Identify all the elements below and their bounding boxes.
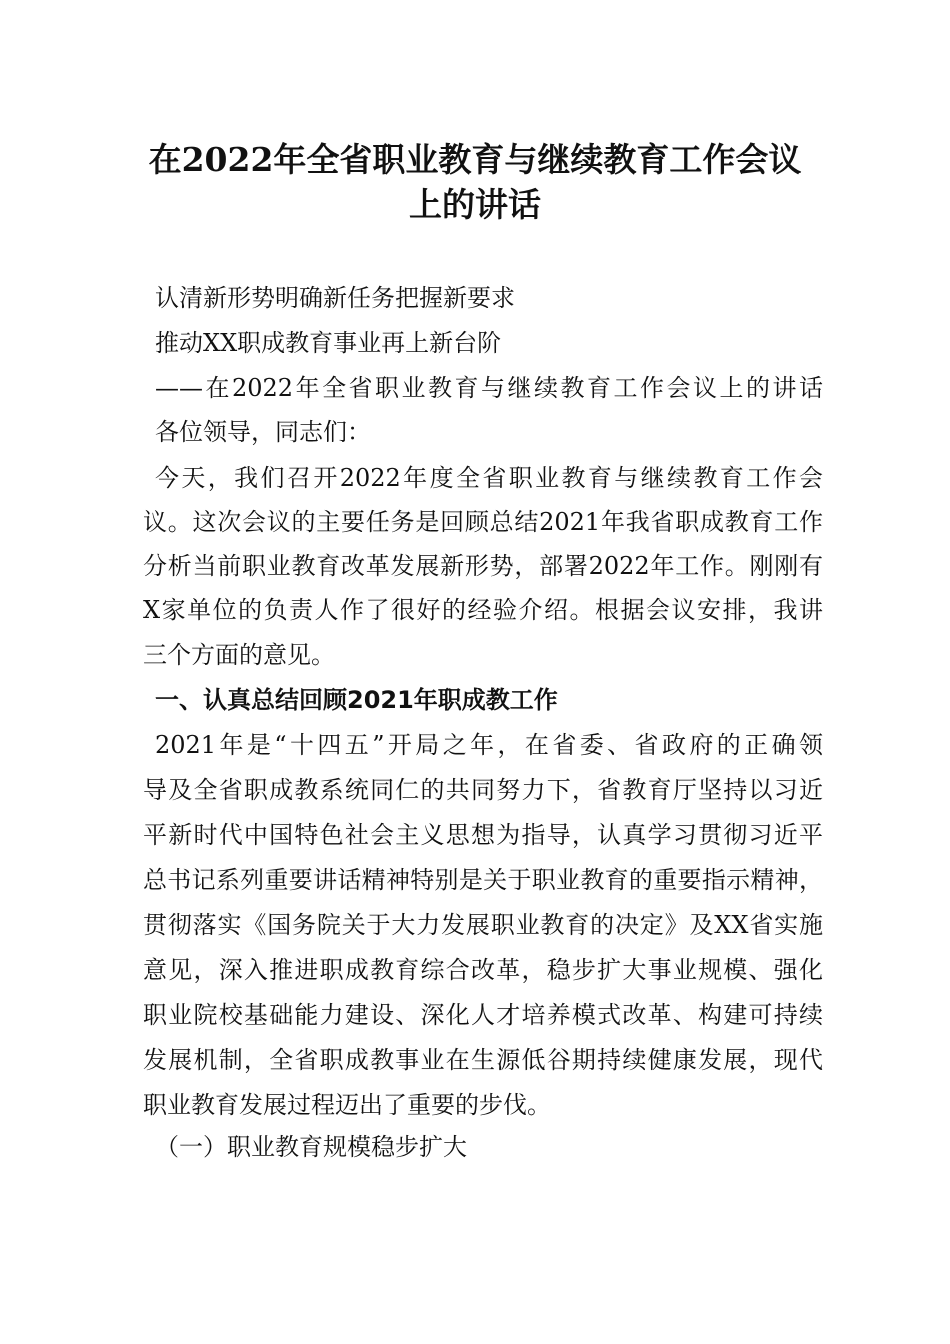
paragraph-line: 今天，我们召开2022年度全省职业教育与继续教育工作会 — [155, 464, 823, 492]
subtitle-line: ——在2022年全省职业教育与继续教育工作会议上的讲话 — [155, 374, 823, 402]
paragraph-line: 平新时代中国特色社会主义思想为指导，认真学习贯彻习近平 — [143, 821, 823, 849]
document-title-line-1: 在2022年全省职业教育与继续教育工作会议 — [148, 140, 802, 179]
subsection-heading: （一）职业教育规模稳步扩大 — [155, 1133, 467, 1161]
paragraph-line: 2021年是“十四五”开局之年，在省委、省政府的正确领 — [155, 731, 823, 759]
subtitle-line: 认清新形势明确新任务把握新要求 — [155, 284, 515, 312]
paragraph-line: 总书记系列重要讲话精神特别是关于职业教育的重要指示精神， — [143, 866, 823, 894]
paragraph-line: 导及全省职成教系统同仁的共同努力下，省教育厅坚持以习近 — [143, 776, 823, 804]
paragraph-line: 分析当前职业教育改革发展新形势，部署2022年工作。刚刚有 — [143, 552, 823, 580]
paragraph-line: 三个方面的意见。 — [143, 641, 335, 669]
paragraph-line: X家单位的负责人作了很好的经验介绍。根据会议安排，我讲 — [143, 596, 823, 624]
paragraph-line: 意见，深入推进职成教育综合改革，稳步扩大事业规模、强化 — [143, 956, 823, 984]
paragraph-line: 议。这次会议的主要任务是回顾总结2021年我省职成教育工作 — [143, 508, 823, 536]
paragraph-line: 职业教育发展过程迈出了重要的步伐。 — [143, 1091, 551, 1119]
section-heading: 一、认真总结回顾2021年职成教工作 — [155, 686, 558, 714]
document-title-line-2: 上的讲话 — [409, 185, 541, 224]
paragraph-line: 职业院校基础能力建设、深化人才培养模式改革、构建可持续 — [143, 1001, 823, 1029]
paragraph-line: 贯彻落实《国务院关于大力发展职业教育的决定》及XX省实施 — [143, 911, 823, 939]
subtitle-line: 推动XX职成教育事业再上新台阶 — [155, 329, 502, 357]
paragraph-line: 发展机制，全省职成教事业在生源低谷期持续健康发展，现代 — [143, 1046, 823, 1074]
salutation: 各位领导，同志们： — [155, 418, 371, 446]
